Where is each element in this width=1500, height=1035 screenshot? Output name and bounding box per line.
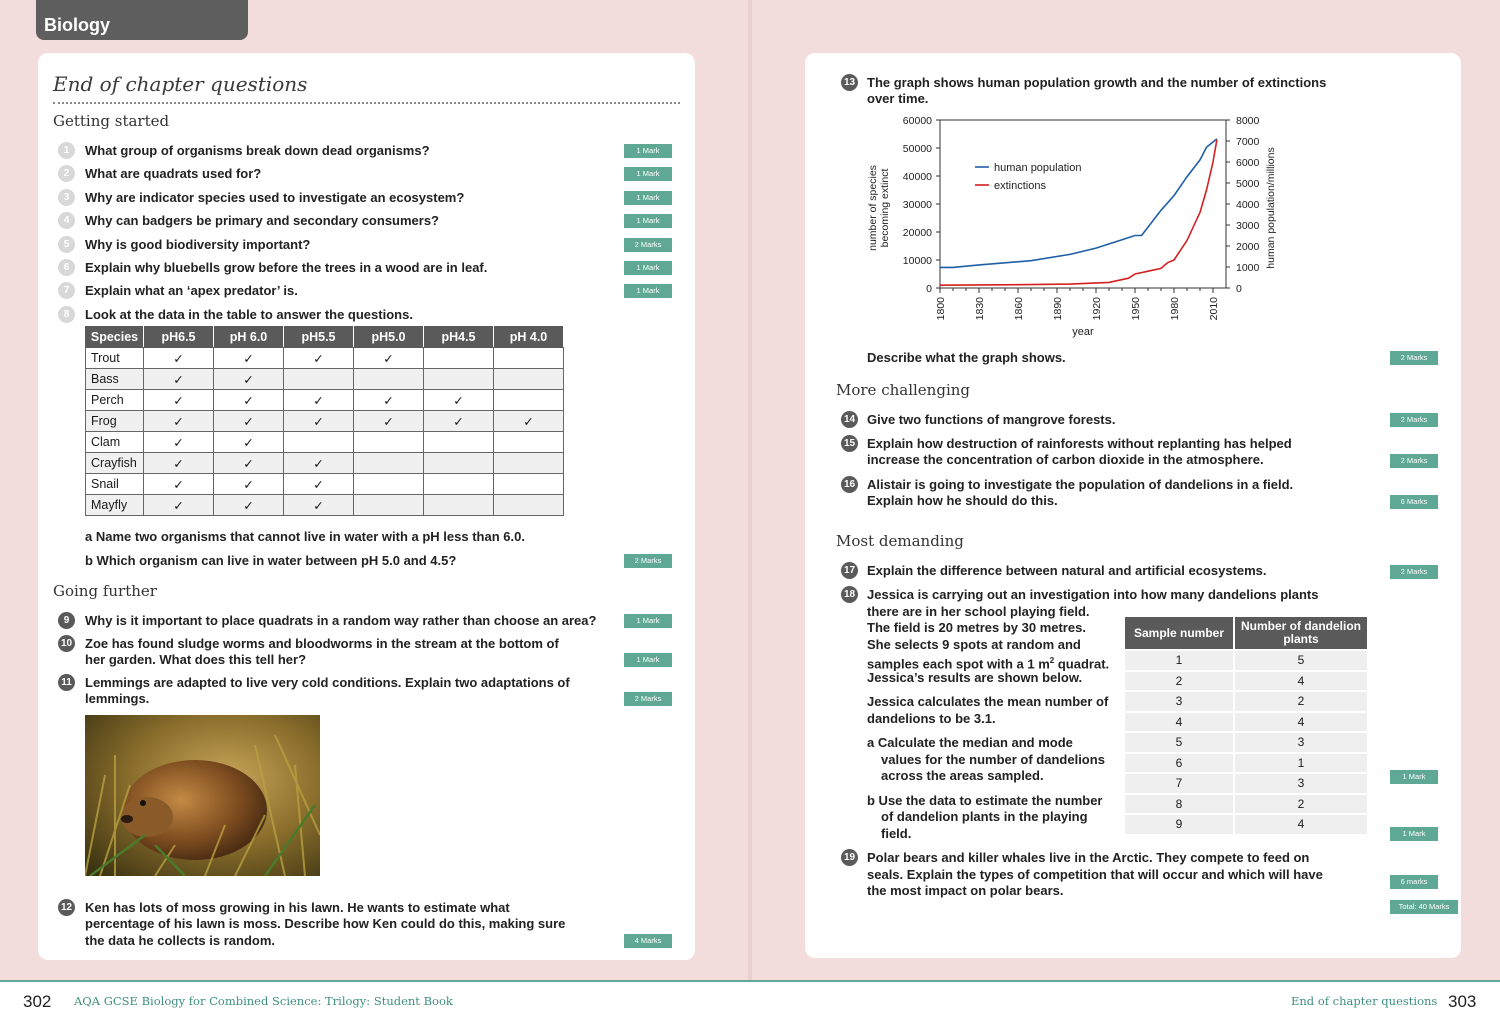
dandelion-table bbox=[1123, 615, 1369, 836]
tick-cell: ✓ bbox=[144, 369, 214, 390]
question-18-line4: She selects 9 spots at random and bbox=[867, 637, 1081, 652]
sample-number-cell: 5 bbox=[1125, 733, 1233, 752]
species-name: Trout bbox=[86, 348, 144, 369]
dandelion-count-cell: 4 bbox=[1235, 672, 1367, 691]
left-tick-label: 40000 bbox=[902, 171, 932, 183]
question-16-line1: Alistair is going to investigate the population of dandelions in a field. bbox=[867, 477, 1294, 492]
question-15-line1: Explain how destruction of rainforests without replanting has helped bbox=[867, 436, 1292, 451]
right-page-number: 303 bbox=[1448, 992, 1477, 1011]
question-18-line7: Jessica calculates the mean number of bbox=[867, 694, 1109, 709]
dandelion-table-row bbox=[1125, 815, 1367, 834]
ph-table-row bbox=[86, 453, 564, 474]
question-18-line8: dandelions to be 3.1. bbox=[867, 711, 996, 726]
tick-cell: ✓ bbox=[144, 348, 214, 369]
extinction-population-chart bbox=[862, 110, 1292, 345]
tick-cell: ✓ bbox=[354, 390, 424, 411]
species-name: Clam bbox=[86, 432, 144, 453]
question-11-line2: lemmings. bbox=[85, 691, 150, 706]
tick-cell bbox=[424, 474, 494, 495]
mark-badge-3: 1 Mark bbox=[624, 191, 672, 205]
legend-label: human population bbox=[994, 162, 1082, 174]
question-18a-line3: across the areas sampled. bbox=[881, 768, 1044, 783]
right-tick-label: 5000 bbox=[1236, 178, 1260, 190]
question-10-line2: her garden. What does this tell her? bbox=[85, 652, 307, 667]
dandelion-header-count: Number of dandelion plants bbox=[1235, 617, 1367, 649]
x-tick-label: 1920 bbox=[1091, 297, 1103, 321]
species-name: Snail bbox=[86, 474, 144, 495]
tick-cell: ✓ bbox=[214, 453, 284, 474]
question-10-line1: Zoe has found sludge worms and bloodworms in the stream at the bottom of bbox=[85, 636, 559, 651]
question-18-line5a: samples each spot with a 1 m bbox=[867, 656, 1050, 672]
question-18b-line2: of dandelion plants in the playing bbox=[881, 809, 1088, 824]
question-number-2: 2 bbox=[58, 165, 75, 182]
mark-badge-5: 2 Marks bbox=[624, 238, 672, 252]
tick-cell: ✓ bbox=[144, 411, 214, 432]
plot-frame bbox=[940, 120, 1226, 288]
left-tick-label: 20000 bbox=[902, 227, 932, 239]
tick-cell: ✓ bbox=[354, 348, 424, 369]
ph-table-row bbox=[86, 348, 564, 369]
question-number-5: 5 bbox=[58, 236, 75, 253]
question-number-13: 13 bbox=[841, 74, 858, 91]
question-16-line2: Explain how he should do this. bbox=[867, 493, 1058, 508]
question-number-15: 15 bbox=[841, 435, 858, 452]
question-13-prompt: Describe what the graph shows. bbox=[867, 350, 1066, 365]
right-tick-label: 0 bbox=[1236, 283, 1242, 295]
right-tick-label: 7000 bbox=[1236, 136, 1260, 148]
question-number-3: 3 bbox=[58, 189, 75, 206]
tick-cell: ✓ bbox=[284, 495, 354, 516]
dandelion-count-cell: 4 bbox=[1235, 815, 1367, 834]
question-number-4: 4 bbox=[58, 212, 75, 229]
tick-cell: ✓ bbox=[214, 390, 284, 411]
question-number-18: 18 bbox=[841, 586, 858, 603]
superscript-2: 2 bbox=[1049, 656, 1055, 665]
ph-header-2: pH 6.0 bbox=[214, 327, 284, 348]
book-spine bbox=[748, 0, 752, 980]
tick-cell bbox=[494, 390, 564, 411]
question-12-line2: percentage of his lawn is moss. Describe how Ken could do this, making sure bbox=[85, 916, 566, 931]
tick-cell: ✓ bbox=[144, 474, 214, 495]
question-number-10: 10 bbox=[58, 635, 75, 652]
series-line-human-population bbox=[940, 139, 1217, 268]
ph-header-0: Species bbox=[86, 327, 144, 348]
section-going-further: Going further bbox=[53, 582, 157, 600]
mark-badge-19: 6 marks bbox=[1390, 875, 1438, 889]
dandelion-table-row bbox=[1125, 651, 1367, 670]
left-axis-label-line2: becoming extinct bbox=[879, 168, 891, 248]
ph-table-row bbox=[86, 474, 564, 495]
ph-table bbox=[85, 326, 564, 516]
total-marks-badge: Total: 40 Marks bbox=[1390, 900, 1458, 914]
tick-cell bbox=[354, 432, 424, 453]
left-tick-label: 50000 bbox=[902, 143, 932, 155]
ph-table-row bbox=[86, 390, 564, 411]
question-18-line2: there are in her school playing field. bbox=[867, 604, 1090, 619]
section-more-challenging: More challenging bbox=[836, 381, 971, 399]
question-11-line1: Lemmings are adapted to live very cold conditions. Explain two adaptations of bbox=[85, 675, 570, 690]
dandelion-count-cell: 1 bbox=[1235, 754, 1367, 773]
sample-number-cell: 4 bbox=[1125, 713, 1233, 732]
tick-cell bbox=[354, 453, 424, 474]
mark-badge-7: 1 Mark bbox=[624, 284, 672, 298]
question-8b: b Which organism can live in water between pH 5.0 and 4.5? bbox=[85, 553, 457, 568]
dandelion-count-cell: 3 bbox=[1235, 774, 1367, 793]
dandelion-table-row bbox=[1125, 733, 1367, 752]
mark-badge-9: 1 Mark bbox=[624, 614, 672, 628]
tick-cell bbox=[424, 432, 494, 453]
question-13-line1: The graph shows human population growth and the number of extinctions bbox=[867, 75, 1327, 90]
right-tick-label: 1000 bbox=[1236, 262, 1260, 274]
question-9: Why is it important to place quadrats in a random way rather than choose an area? bbox=[85, 613, 597, 628]
mark-badge-15: 2 Marks bbox=[1390, 454, 1438, 468]
mark-badge-8: 2 Marks bbox=[624, 554, 672, 568]
tick-cell bbox=[494, 474, 564, 495]
chart-legend bbox=[975, 162, 1081, 192]
question-17: Explain the difference between natural and artificial ecosystems. bbox=[867, 563, 1267, 578]
right-footer-title: End of chapter questions bbox=[1291, 994, 1438, 1008]
tick-cell: ✓ bbox=[424, 390, 494, 411]
question-number-7: 7 bbox=[58, 282, 75, 299]
right-tick-label: 2000 bbox=[1236, 241, 1260, 253]
question-1: What group of organisms break down dead organisms? bbox=[85, 143, 430, 158]
question-number-14: 14 bbox=[841, 411, 858, 428]
ph-header-3: pH5.5 bbox=[284, 327, 354, 348]
question-number-1: 1 bbox=[58, 142, 75, 159]
dandelion-table-row bbox=[1125, 774, 1367, 793]
mark-badge-14: 2 Marks bbox=[1390, 413, 1438, 427]
tick-cell: ✓ bbox=[354, 411, 424, 432]
ph-table-row bbox=[86, 411, 564, 432]
mark-badge-16: 6 Marks bbox=[1390, 495, 1438, 509]
question-number-17: 17 bbox=[841, 562, 858, 579]
question-2: What are quadrats used for? bbox=[85, 166, 262, 181]
mark-badge-11: 2 Marks bbox=[624, 692, 672, 706]
x-tick-label: 2010 bbox=[1208, 297, 1220, 321]
question-19-line3: the most impact on polar bears. bbox=[867, 883, 1064, 898]
lemming-photo bbox=[85, 715, 320, 876]
question-13-line2: over time. bbox=[867, 91, 929, 106]
ph-header-6: pH 4.0 bbox=[494, 327, 564, 348]
ph-header-4: pH5.0 bbox=[354, 327, 424, 348]
title-divider bbox=[53, 102, 680, 104]
species-name: Perch bbox=[86, 390, 144, 411]
sample-number-cell: 8 bbox=[1125, 795, 1233, 814]
ph-table-header bbox=[86, 327, 564, 348]
tick-cell: ✓ bbox=[214, 348, 284, 369]
left-tick-label: 10000 bbox=[902, 255, 932, 267]
question-18b-line3: field. bbox=[881, 826, 912, 841]
tick-cell: ✓ bbox=[214, 474, 284, 495]
mark-badge-6: 1 Mark bbox=[624, 261, 672, 275]
x-tick-label: 1950 bbox=[1130, 297, 1142, 321]
question-number-16: 16 bbox=[841, 476, 858, 493]
tick-cell bbox=[424, 495, 494, 516]
x-tick-label: 1800 bbox=[935, 297, 947, 321]
tick-cell: ✓ bbox=[214, 495, 284, 516]
tick-cell: ✓ bbox=[144, 495, 214, 516]
mark-badge-18a: 1 Mark bbox=[1390, 770, 1438, 784]
question-8a: a Name two organisms that cannot live in water with a pH less than 6.0. bbox=[85, 529, 525, 544]
question-12-line3: the data he collects is random. bbox=[85, 933, 275, 948]
tick-cell: ✓ bbox=[214, 411, 284, 432]
sample-number-cell: 2 bbox=[1125, 672, 1233, 691]
ph-header-5: pH4.5 bbox=[424, 327, 494, 348]
question-18b-line1: b Use the data to estimate the number bbox=[867, 793, 1103, 808]
mark-badge-17: 2 Marks bbox=[1390, 565, 1438, 579]
tick-cell bbox=[354, 495, 424, 516]
dandelion-table-row bbox=[1125, 692, 1367, 711]
mark-badge-4: 1 Mark bbox=[624, 214, 672, 228]
section-most-demanding: Most demanding bbox=[836, 532, 964, 550]
dandelion-table-row bbox=[1125, 795, 1367, 814]
sample-number-cell: 3 bbox=[1125, 692, 1233, 711]
question-number-19: 19 bbox=[841, 849, 858, 866]
dandelion-table-row bbox=[1125, 713, 1367, 732]
question-18-line3: The field is 20 metres by 30 metres. bbox=[867, 620, 1086, 635]
question-4: Why can badgers be primary and secondary consumers? bbox=[85, 213, 440, 228]
question-18-line1: Jessica is carrying out an investigation into how many dandelions plants bbox=[867, 587, 1319, 602]
dandelion-header-sample: Sample number bbox=[1125, 617, 1233, 649]
right-tick-label: 3000 bbox=[1236, 220, 1260, 232]
footer-rule bbox=[0, 980, 1500, 982]
question-number-12: 12 bbox=[58, 899, 75, 916]
question-6: Explain why bluebells grow before the trees in a wood are in leaf. bbox=[85, 260, 488, 275]
x-tick-label: 1860 bbox=[1013, 297, 1025, 321]
mark-badge-13: 2 Marks bbox=[1390, 351, 1438, 365]
question-18-line5b: quadrat. bbox=[1054, 656, 1110, 672]
question-number-11: 11 bbox=[58, 674, 75, 691]
question-18a-line2: values for the number of dandelions bbox=[881, 752, 1105, 767]
tick-cell: ✓ bbox=[284, 348, 354, 369]
mark-badge-10: 1 Mark bbox=[624, 653, 672, 667]
tick-cell bbox=[494, 369, 564, 390]
species-name: Frog bbox=[86, 411, 144, 432]
tick-cell: ✓ bbox=[424, 411, 494, 432]
question-15-line2: increase the concentration of carbon dioxide in the atmosphere. bbox=[867, 452, 1264, 467]
question-19-line1: Polar bears and killer whales live in the Arctic. They compete to feed on bbox=[867, 850, 1310, 865]
right-tick-label: 6000 bbox=[1236, 157, 1260, 169]
right-tick-label: 8000 bbox=[1236, 115, 1260, 127]
dandelion-table-row bbox=[1125, 672, 1367, 691]
dandelion-table-row bbox=[1125, 754, 1367, 773]
tick-cell bbox=[424, 369, 494, 390]
question-18a-line1: a Calculate the median and mode bbox=[867, 735, 1073, 750]
right-tick-label: 4000 bbox=[1236, 199, 1260, 211]
left-tick-label: 30000 bbox=[902, 199, 932, 211]
tick-cell bbox=[284, 369, 354, 390]
question-number-9: 9 bbox=[58, 612, 75, 629]
mark-badge-12: 4 Marks bbox=[624, 934, 672, 948]
left-axis-label bbox=[867, 165, 891, 251]
left-footer-title: AQA GCSE Biology for Combined Science: Trilogy: Student Book bbox=[74, 994, 453, 1008]
right-axis-label: human population/millions bbox=[1265, 147, 1277, 269]
tick-cell: ✓ bbox=[284, 453, 354, 474]
dandelion-count-cell: 2 bbox=[1235, 795, 1367, 814]
tick-cell: ✓ bbox=[284, 411, 354, 432]
question-3: Why are indicator species used to investigate an ecosystem? bbox=[85, 190, 465, 205]
question-7: Explain what an ‘apex predator’ is. bbox=[85, 283, 298, 298]
species-name: Bass bbox=[86, 369, 144, 390]
tick-cell bbox=[494, 453, 564, 474]
question-19-line2: seals. Explain the types of competition that will occur and which will have bbox=[867, 867, 1323, 882]
sample-number-cell: 9 bbox=[1125, 815, 1233, 834]
sample-number-cell: 1 bbox=[1125, 651, 1233, 670]
tick-cell bbox=[354, 369, 424, 390]
tick-cell: ✓ bbox=[494, 411, 564, 432]
tick-cell: ✓ bbox=[214, 369, 284, 390]
ph-table-row bbox=[86, 369, 564, 390]
tick-cell bbox=[284, 432, 354, 453]
x-tick-label: 1830 bbox=[974, 297, 986, 321]
tick-cell bbox=[424, 453, 494, 474]
x-axis-label: year bbox=[1072, 326, 1094, 338]
dandelion-table-body bbox=[1125, 651, 1367, 834]
x-tick-label: 1890 bbox=[1052, 297, 1064, 321]
mark-badge-1: 1 Mark bbox=[624, 144, 672, 158]
x-tick-label: 1980 bbox=[1169, 297, 1181, 321]
tick-cell bbox=[424, 348, 494, 369]
tick-cell bbox=[494, 348, 564, 369]
question-14: Give two functions of mangrove forests. bbox=[867, 412, 1116, 427]
question-number-8: 8 bbox=[58, 306, 75, 323]
left-tick-label: 60000 bbox=[902, 115, 932, 127]
sample-number-cell: 7 bbox=[1125, 774, 1233, 793]
question-8: Look at the data in the table to answer the questions. bbox=[85, 307, 413, 322]
sample-number-cell: 6 bbox=[1125, 754, 1233, 773]
left-axis-label-line1: number of species bbox=[867, 165, 879, 251]
species-name: Mayfly bbox=[86, 495, 144, 516]
ph-header-1: pH6.5 bbox=[144, 327, 214, 348]
tick-cell: ✓ bbox=[144, 432, 214, 453]
section-getting-started: Getting started bbox=[53, 112, 170, 130]
left-tick-label: 0 bbox=[926, 283, 932, 295]
ph-table-row bbox=[86, 432, 564, 453]
tick-cell: ✓ bbox=[144, 390, 214, 411]
mark-badge-2: 1 Mark bbox=[624, 167, 672, 181]
dandelion-count-cell: 3 bbox=[1235, 733, 1367, 752]
tick-cell bbox=[354, 474, 424, 495]
question-5: Why is good biodiversity important? bbox=[85, 237, 311, 252]
mark-badge-18b: 1 Mark bbox=[1390, 827, 1438, 841]
tick-cell: ✓ bbox=[284, 474, 354, 495]
left-page-number: 302 bbox=[23, 992, 52, 1011]
tick-cell: ✓ bbox=[144, 453, 214, 474]
dandelion-count-cell: 4 bbox=[1235, 713, 1367, 732]
ph-table-row bbox=[86, 495, 564, 516]
tick-cell: ✓ bbox=[284, 390, 354, 411]
legend-label: extinctions bbox=[994, 180, 1046, 192]
tick-cell bbox=[494, 495, 564, 516]
species-name: Crayfish bbox=[86, 453, 144, 474]
tick-cell bbox=[494, 432, 564, 453]
dandelion-count-cell: 5 bbox=[1235, 651, 1367, 670]
chapter-title: End of chapter questions bbox=[53, 72, 308, 96]
tick-cell: ✓ bbox=[214, 432, 284, 453]
chart-series bbox=[940, 139, 1217, 285]
dandelion-count-cell: 2 bbox=[1235, 692, 1367, 711]
subject-tab: Biology bbox=[36, 0, 248, 40]
question-number-6: 6 bbox=[58, 259, 75, 276]
question-12-line1: Ken has lots of moss growing in his lawn. He wants to estimate what bbox=[85, 900, 510, 915]
ph-table-body bbox=[86, 348, 564, 516]
question-18-line6: Jessica’s results are shown below. bbox=[867, 670, 1083, 685]
